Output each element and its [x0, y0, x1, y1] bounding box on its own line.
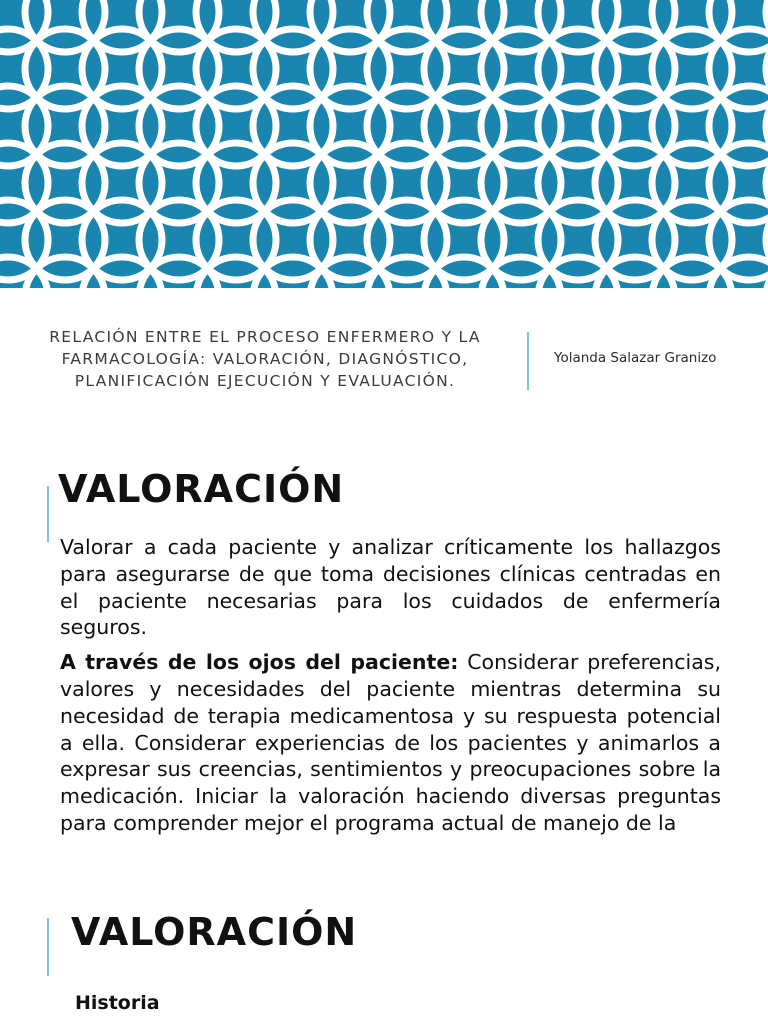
body-paragraph-2 — [60, 649, 721, 837]
slide-title-line-3: PLANIFICACIÓN EJECUCIÓN Y EVALUACIÓN. — [74, 372, 456, 390]
slide-heading-valoracion-1: VALORACIÓN — [58, 467, 345, 511]
slide-body — [60, 534, 721, 845]
paragraph-2-text: Considerar preferencias, valores y necesidades del paciente mientras determina su necesidad de terapia medicamentosa y su respuesta potencial a ella. Considerar experiencias de los pacientes y animarlos a expresar sus creencias, sentimientos y preocupaciones sobre la medicación. Iniciar la valoración haciendo diversas preguntas para comprender mejor el programa actual de manejo de la — [60, 650, 721, 835]
paragraph-lead-bold: A través de los ojos del paciente: — [60, 650, 459, 675]
slide-title-line-2: FARMACOLOGÍA: VALORACIÓN, DIAGNÓSTICO, — [61, 350, 469, 368]
author-name: Yolanda Salazar Granizo — [554, 350, 717, 366]
slide-accent-bar — [47, 918, 49, 976]
slide-heading-valoracion-2: VALORACIÓN — [71, 910, 358, 954]
slide-title-line-1: RELACIÓN ENTRE EL PROCESO ENFERMERO Y LA — [49, 328, 481, 346]
slide-subheading-historia: Historia — [75, 992, 160, 1014]
body-paragraph-1: Valorar a cada paciente y analizar críticamente los hallazgos para asegurarse de que toma decisiones clínicas centradas en el paciente necesarias para los cuidados de enfermería seguros. — [60, 535, 721, 640]
